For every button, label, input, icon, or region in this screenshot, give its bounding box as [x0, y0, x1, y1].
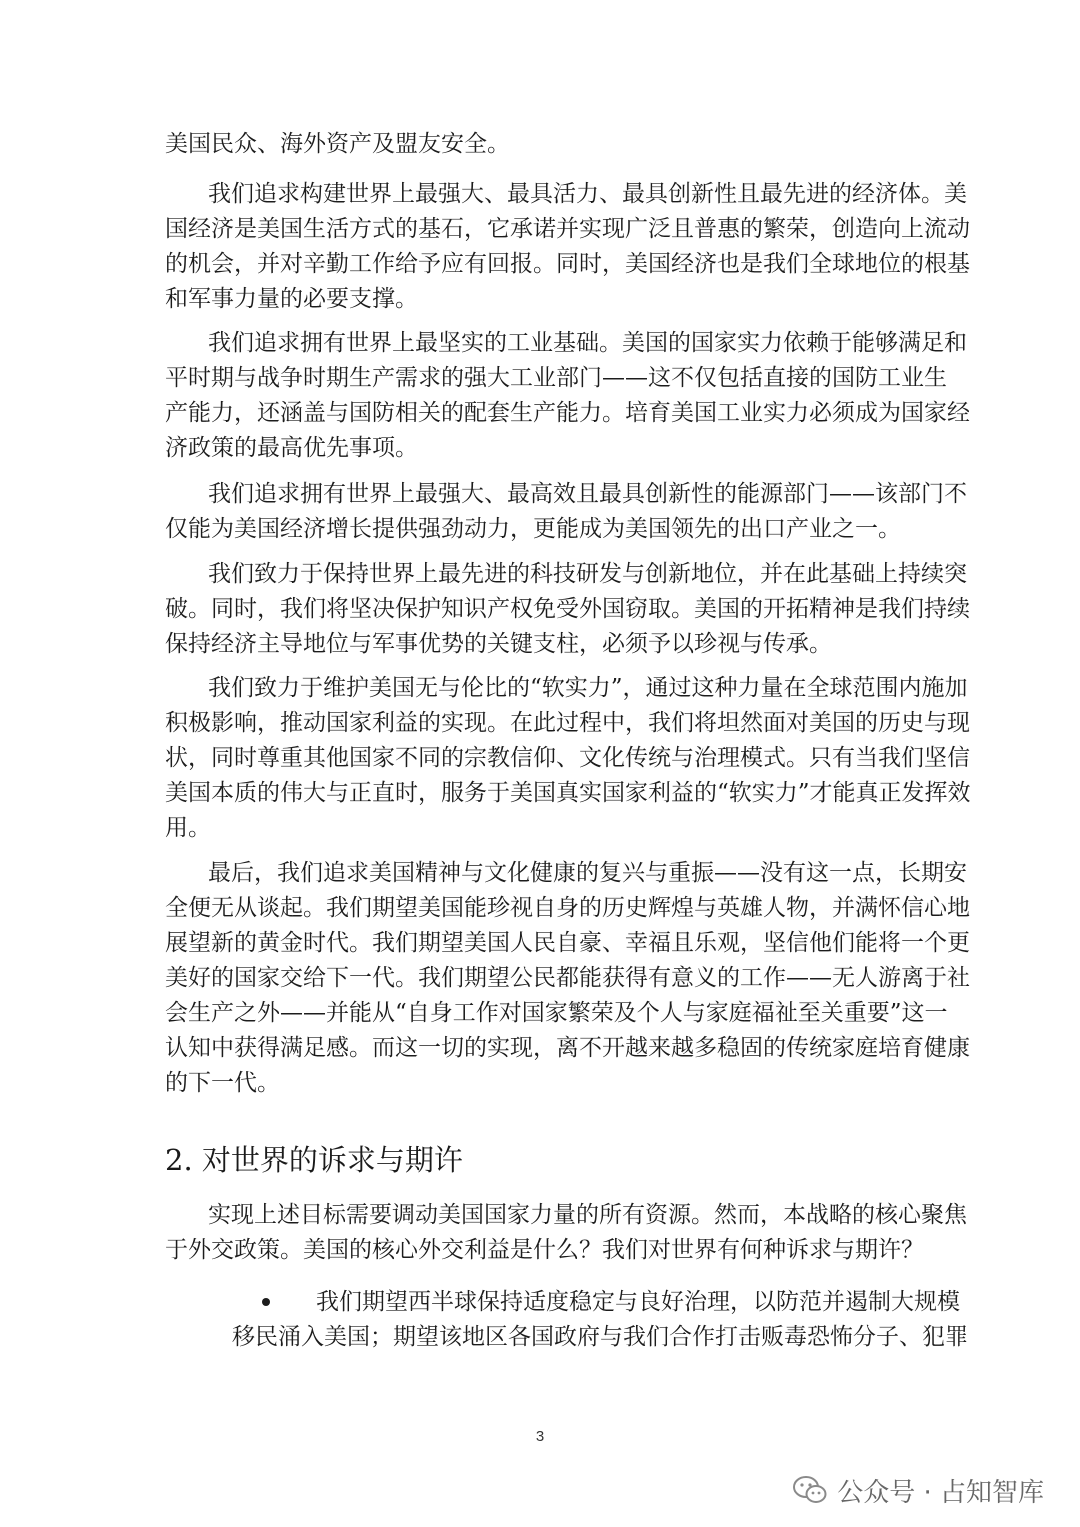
- paragraph-line: 会生产之外——并能从“自身工作对国家繁荣及个人与家庭福祉至关重要”这一: [165, 1000, 948, 1026]
- paragraph-line: 美好的国家交给下一代。我们期望公民都能获得有意义的工作——无人游离于社: [165, 965, 970, 991]
- paragraph-line: 于外交政策。美国的核心外交利益是什么？我们对世界有何种诉求与期许？: [165, 1237, 924, 1263]
- paragraph-line: 最后，我们追求美国精神与文化健康的复兴与重振——没有这一点，长期安: [208, 860, 967, 886]
- paragraph-line: 状，同时尊重其他国家不同的宗教信仰、文化传统与治理模式。只有当我们坚信: [165, 745, 970, 771]
- paragraph-line: 我们追求拥有世界上最强大、最高效且最具创新性的能源部门——该部门不: [208, 481, 967, 507]
- bullet-line: 移民涌入美国；期望该地区各国政府与我们合作打击贩毒恐怖分子、犯罪: [232, 1324, 968, 1350]
- page-number: 3: [535, 1428, 545, 1445]
- paragraph-line: 的下一代。: [165, 1070, 280, 1096]
- paragraph-line: 用。: [165, 815, 211, 841]
- paragraph-line: 美国民众、海外资产及盟友安全。: [165, 131, 510, 157]
- paragraph-line: 展望新的黄金时代。我们期望美国人民自豪、幸福且乐观，坚信他们能将一个更: [165, 930, 970, 956]
- section-heading: 2. 对世界的诉求与期许: [165, 1143, 463, 1177]
- bullet-marker: [262, 1298, 270, 1306]
- paragraph-line: 国经济是美国生活方式的基石，它承诺并实现广泛且普惠的繁荣，创造向上流动: [165, 216, 970, 242]
- paragraph-line: 我们追求拥有世界上最坚实的工业基础。美国的国家实力依赖于能够满足和: [208, 330, 967, 356]
- bullet-line: 我们期望西半球保持适度稳定与良好治理，以防范并遏制大规模: [316, 1289, 960, 1315]
- paragraph-line: 仅能为美国经济增长提供强劲动力，更能成为美国领先的出口产业之一。: [165, 516, 901, 542]
- wechat-icon: [793, 1475, 827, 1505]
- paragraph-line: 积极影响，推动国家利益的实现。在此过程中，我们将坦然面对美国的历史与现: [165, 710, 970, 736]
- paragraph-line: 认知中获得满足感。而这一切的实现，离不开越来越多稳固的传统家庭培育健康: [165, 1035, 970, 1061]
- paragraph-line: 保持经济主导地位与军事优势的关键支柱，必须予以珍视与传承。: [165, 631, 832, 657]
- paragraph-line: 实现上述目标需要调动美国国家力量的所有资源。然而，本战略的核心聚焦: [208, 1202, 967, 1228]
- watermark-text: 公众号 · 占知智库: [837, 1477, 1044, 1508]
- paragraph-line: 和军事力量的必要支撑。: [165, 286, 418, 312]
- paragraph-line: 我们致力于维护美国无与伦比的“软实力”，通过这种力量在全球范围内施加: [208, 675, 968, 701]
- paragraph-line: 产能力，还涵盖与国防相关的配套生产能力。培育美国工业实力必须成为国家经: [165, 400, 970, 426]
- paragraph-line: 美国本质的伟大与正直时，服务于美国真实国家利益的“软实力”才能真正发挥效: [165, 780, 971, 806]
- paragraph-line: 平时期与战争时期生产需求的强大工业部门——这不仅包括直接的国防工业生: [165, 365, 947, 391]
- paragraph-line: 破。同时，我们将坚决保护知识产权免受外国窃取。美国的开拓精神是我们持续: [165, 596, 970, 622]
- paragraph-line: 的机会，并对辛勤工作给予应有回报。同时，美国经济也是我们全球地位的根基: [165, 251, 970, 277]
- watermark: [793, 1470, 1044, 1510]
- paragraph-line: 全便无从谈起。我们期望美国能珍视自身的历史辉煌与英雄人物，并满怀信心地: [165, 895, 970, 921]
- paragraph-line: 济政策的最高优先事项。: [165, 435, 418, 461]
- paragraph-line: 我们致力于保持世界上最先进的科技研发与创新地位，并在此基础上持续突: [208, 561, 967, 587]
- paragraph-line: 我们追求构建世界上最强大、最具活力、最具创新性且最先进的经济体。美: [208, 181, 967, 207]
